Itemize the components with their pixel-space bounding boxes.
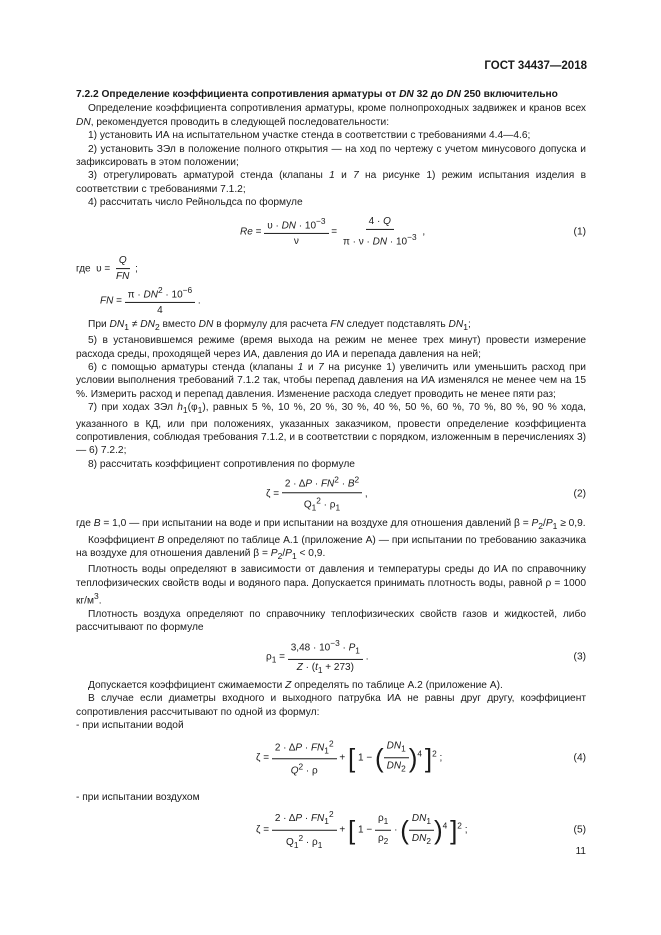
formula-3: $\rho_1$ = $\frac{3,48 \cdot 10^{-3} \cdot P_1}{Z \cdot (t_1 + 273)}$ . (3) (266, 637, 586, 675)
water-density: Плотность воды определяют в зависимости от давления и температуры среды до ИА по справочнику теплофизических свойств воды и водяного пара. Допускается принимать плотность воды, равной ρ = 1000 $кг/м^3$. (76, 564, 586, 607)
dn-note: При $DN_1 \ne DN_2$ вместо DN в формулу для расчета FN следует подставлять $DN_1$; (88, 318, 471, 332)
intro-paragraph: Определение коэффициента сопротивления арматуры, кроме полнопроходных задвижек и кранов всех DN, рекомендуется проводить в следующей последовательности: (76, 103, 586, 128)
step-2: 2) установить ЗЭл в положение полного открытия — на ход по чертежу с учетом минусового допуска и зафиксировать в этом положении; (76, 143, 586, 169)
equation-number-1: (1) (573, 225, 586, 237)
b-note: где B = 1,0 — при испытании на воде и при испытании на воздухе для отношения давлений $\beta = P_2/P_1 \ge 0,9$. (76, 518, 586, 532)
formula-4: ζ = $\frac{2 \cdot \Delta P \cdot FN_1^2}{Q^2 \cdot \rho}$ + [ 1 − ( $\frac{DN_1}{DN_2}$ )$^4$ ]$^2$ ; (4) (256, 737, 586, 777)
z-note: Допускается коэффициент сжимаемости Z определять по таблице А.2 (приложение А). (88, 679, 503, 691)
step-5: 5) в установившемся режиме (время выхода на режим не менее трех минут) провести измерение расхода среды, проходящей через ИА, давления до ИА и перепада давления на ней; (76, 335, 586, 360)
b-coefficient: Коэффициент B определяют по таблице А.1 (приложение А) — при испытании по требованию заказчика на воздухе для отношения давлений $\beta = P_2/P_1 < 0,9$. (76, 534, 586, 562)
equation-number-2: (2) (573, 488, 586, 500)
equation-number-3: (3) (573, 651, 586, 663)
formula-fn: FN = $\frac{\pi \cdot DN^2 \cdot 10^{-6}}{4}$ . (100, 284, 201, 317)
equation-number-4: (4) (573, 751, 586, 763)
formula-velocity: где υ = $\frac{Q}{FN}$ ; (76, 254, 138, 283)
air-case-label: - при испытании воздухом (76, 791, 200, 803)
formula-2: ζ = $\frac{2 \cdot \Delta P \cdot FN^2 \cdot B^2}{Q_1^2 \cdot \rho_1}$ , (2) (266, 474, 586, 513)
document-id-header: ГОСТ 34437—2018 (484, 60, 587, 72)
where-label: где (76, 263, 91, 275)
equation-number-5: (5) (573, 824, 586, 836)
step-3: 3) отрегулировать арматурой стенда (клапаны 1 и 7 на рисунке 1) режим испытания изделия в соответствии с требованиями 7.1.2; (76, 170, 586, 195)
formula-5: ζ = $\frac{2 \cdot \Delta P \cdot FN_1^2}{Q_1^2 \cdot \rho_1}$ + [ 1 − $\frac{\rho_1}{\rho_2}$ · ( $\frac{DN_1}{DN_2}$ )$^4$ ]$^2$ ; (5) (256, 808, 586, 850)
step-8: 8) рассчитать коэффициент сопротивления по формуле (88, 458, 355, 470)
step-6: 6) с помощью арматуры стенда (клапаны 1 и 7 на рисунке 1) увеличить или уменьшить расход при условии выполнения требований 7.1.2 так, чтобы перепад давления на ИА изменялся не менее чем на 15 %. Измерить расход и перепад давления. Изменение расхода следует проводить не менее пяти раз; (76, 361, 586, 400)
document-body (76, 88, 586, 856)
air-density: Плотность воздуха определяют по справочнику теплофизических свойств газов и жидкостей, либо рассчитывают по формуле (76, 609, 586, 634)
page-number: 11 (575, 846, 586, 857)
step-7: 7) при ходах ЗЭл $h_1(\varphi_1)$, равных 5 %, 10 %, 20 %, 30 %, 40 %, 50 %, 60 %, 70 %, 80 %, 90 % хода, указанного в КД, или при положениях, указанных заказчиком, провести определение коэффициента сопротивления, соблюдая требования 7.1.2, и в соответствии с порядком, изложенным в перечислениях 3) — 6) 7.2.2; (76, 402, 586, 457)
step-1: 1) установить ИА на испытательном участке стенда в соответствии с требованиями 4.4—4.6; (88, 130, 531, 142)
step-4: 4) рассчитать число Рейнольдса по формуле (88, 197, 303, 209)
diameter-note: В случае если диаметры входного и выходного патрубка ИА не равны друг другу, коэффициент сопротивления рассчитывают по одной из формул: (76, 693, 586, 718)
section-heading: 7.2.2 Определение коэффициента сопротивления арматуры от DN 32 до DN 250 включительно (76, 89, 558, 100)
water-case-label: - при испытании водой (76, 720, 184, 732)
formula-1: Re = $\frac{\upsilon \cdot DN \cdot 10^{-3}}{\nu}$ = $\frac{4 \cdot Q}{\pi \cdot \nu \cdot DN \cdot 10^{-3}}$ , (1) (240, 215, 586, 248)
